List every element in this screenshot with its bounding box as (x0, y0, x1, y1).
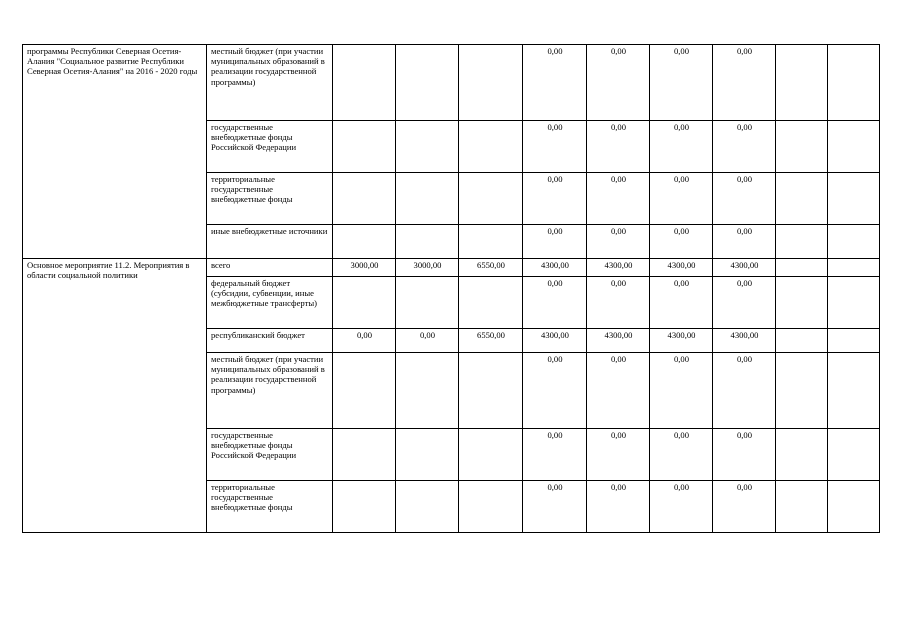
value-cell (333, 353, 396, 429)
value-cell (459, 121, 523, 173)
value-cell: 0,00 (523, 121, 587, 173)
value-cell (776, 225, 828, 259)
value-cell: 0,00 (523, 45, 587, 121)
value-cell: 0,00 (333, 329, 396, 353)
value-cell: 0,00 (523, 429, 587, 481)
value-cell: 0,00 (713, 121, 776, 173)
value-cell: 0,00 (650, 429, 713, 481)
funding-source-cell: местный бюджет (при участии муниципальных образований в реализации государственной программы) (207, 353, 333, 429)
value-cell: 0,00 (650, 225, 713, 259)
value-cell: 0,00 (650, 45, 713, 121)
value-cell (776, 259, 828, 277)
value-cell (333, 121, 396, 173)
funding-source-cell: всего (207, 259, 333, 277)
value-cell (459, 481, 523, 533)
value-cell: 0,00 (523, 173, 587, 225)
value-cell (333, 481, 396, 533)
value-cell (333, 225, 396, 259)
funding-source-cell: местный бюджет (при участии муниципальных образований в реализации государственной программы) (207, 45, 333, 121)
value-cell (828, 45, 880, 121)
value-cell (776, 329, 828, 353)
value-cell: 0,00 (713, 45, 776, 121)
value-cell: 0,00 (587, 225, 650, 259)
value-cell (459, 45, 523, 121)
funding-source-cell: федеральный бюджет (субсидии, субвенции, иные межбюджетные трансферты) (207, 277, 333, 329)
value-cell: 4300,00 (523, 329, 587, 353)
value-cell (396, 353, 459, 429)
value-cell: 0,00 (650, 481, 713, 533)
value-cell (828, 277, 880, 329)
value-cell (828, 259, 880, 277)
funding-source-cell: иные внебюджетные источники (207, 225, 333, 259)
value-cell: 0,00 (713, 429, 776, 481)
value-cell (333, 173, 396, 225)
value-cell (776, 481, 828, 533)
funding-source-cell: территориальные государственные внебюджетные фонды (207, 481, 333, 533)
value-cell: 0,00 (713, 481, 776, 533)
value-cell (828, 329, 880, 353)
value-cell: 4300,00 (587, 259, 650, 277)
value-cell: 0,00 (587, 277, 650, 329)
value-cell: 0,00 (587, 481, 650, 533)
value-cell: 0,00 (650, 353, 713, 429)
value-cell: 0,00 (650, 173, 713, 225)
value-cell (828, 173, 880, 225)
value-cell: 0,00 (523, 277, 587, 329)
value-cell: 0,00 (713, 225, 776, 259)
funding-source-cell: государственные внебюджетные фонды Российской Федерации (207, 429, 333, 481)
value-cell: 6550,00 (459, 259, 523, 277)
value-cell (333, 45, 396, 121)
value-cell (396, 45, 459, 121)
value-cell (828, 353, 880, 429)
value-cell (459, 277, 523, 329)
value-cell: 4300,00 (650, 259, 713, 277)
value-cell: 0,00 (650, 277, 713, 329)
value-cell: 0,00 (396, 329, 459, 353)
funding-source-cell: республиканский бюджет (207, 329, 333, 353)
value-cell (459, 225, 523, 259)
value-cell: 0,00 (713, 353, 776, 429)
program-name-cell: Основное мероприятие 11.2. Мероприятия в области социальной политики (23, 259, 207, 533)
value-cell (776, 429, 828, 481)
value-cell (396, 429, 459, 481)
value-cell (396, 121, 459, 173)
value-cell: 0,00 (523, 353, 587, 429)
value-cell (828, 481, 880, 533)
value-cell: 4300,00 (587, 329, 650, 353)
value-cell (776, 353, 828, 429)
value-cell: 4300,00 (713, 329, 776, 353)
table-row (23, 259, 880, 277)
value-cell (459, 353, 523, 429)
value-cell (396, 173, 459, 225)
value-cell: 0,00 (587, 429, 650, 481)
value-cell: 0,00 (523, 225, 587, 259)
budget-table (22, 44, 880, 533)
value-cell (828, 121, 880, 173)
funding-source-cell: территориальные государственные внебюджетные фонды (207, 173, 333, 225)
value-cell: 0,00 (587, 173, 650, 225)
value-cell: 0,00 (587, 353, 650, 429)
value-cell (776, 173, 828, 225)
value-cell (396, 481, 459, 533)
value-cell (828, 225, 880, 259)
value-cell (396, 277, 459, 329)
value-cell: 4300,00 (523, 259, 587, 277)
funding-source-cell: государственные внебюджетные фонды Российской Федерации (207, 121, 333, 173)
value-cell: 3000,00 (333, 259, 396, 277)
value-cell: 6550,00 (459, 329, 523, 353)
value-cell: 4300,00 (713, 259, 776, 277)
value-cell: 0,00 (523, 481, 587, 533)
value-cell (828, 429, 880, 481)
value-cell (776, 45, 828, 121)
program-name-cell: программы Республики Северная Осетия-Алания "Социальное развитие Республики Северная Осетия-Алания" на 2016 - 2020 годы (23, 45, 207, 259)
value-cell (776, 121, 828, 173)
value-cell: 0,00 (650, 121, 713, 173)
value-cell: 3000,00 (396, 259, 459, 277)
value-cell (776, 277, 828, 329)
value-cell (333, 429, 396, 481)
value-cell: 0,00 (713, 173, 776, 225)
value-cell (459, 429, 523, 481)
value-cell: 0,00 (587, 45, 650, 121)
table-row (23, 45, 880, 121)
value-cell: 0,00 (713, 277, 776, 329)
value-cell (459, 173, 523, 225)
value-cell: 0,00 (587, 121, 650, 173)
value-cell (396, 225, 459, 259)
value-cell: 4300,00 (650, 329, 713, 353)
value-cell (333, 277, 396, 329)
